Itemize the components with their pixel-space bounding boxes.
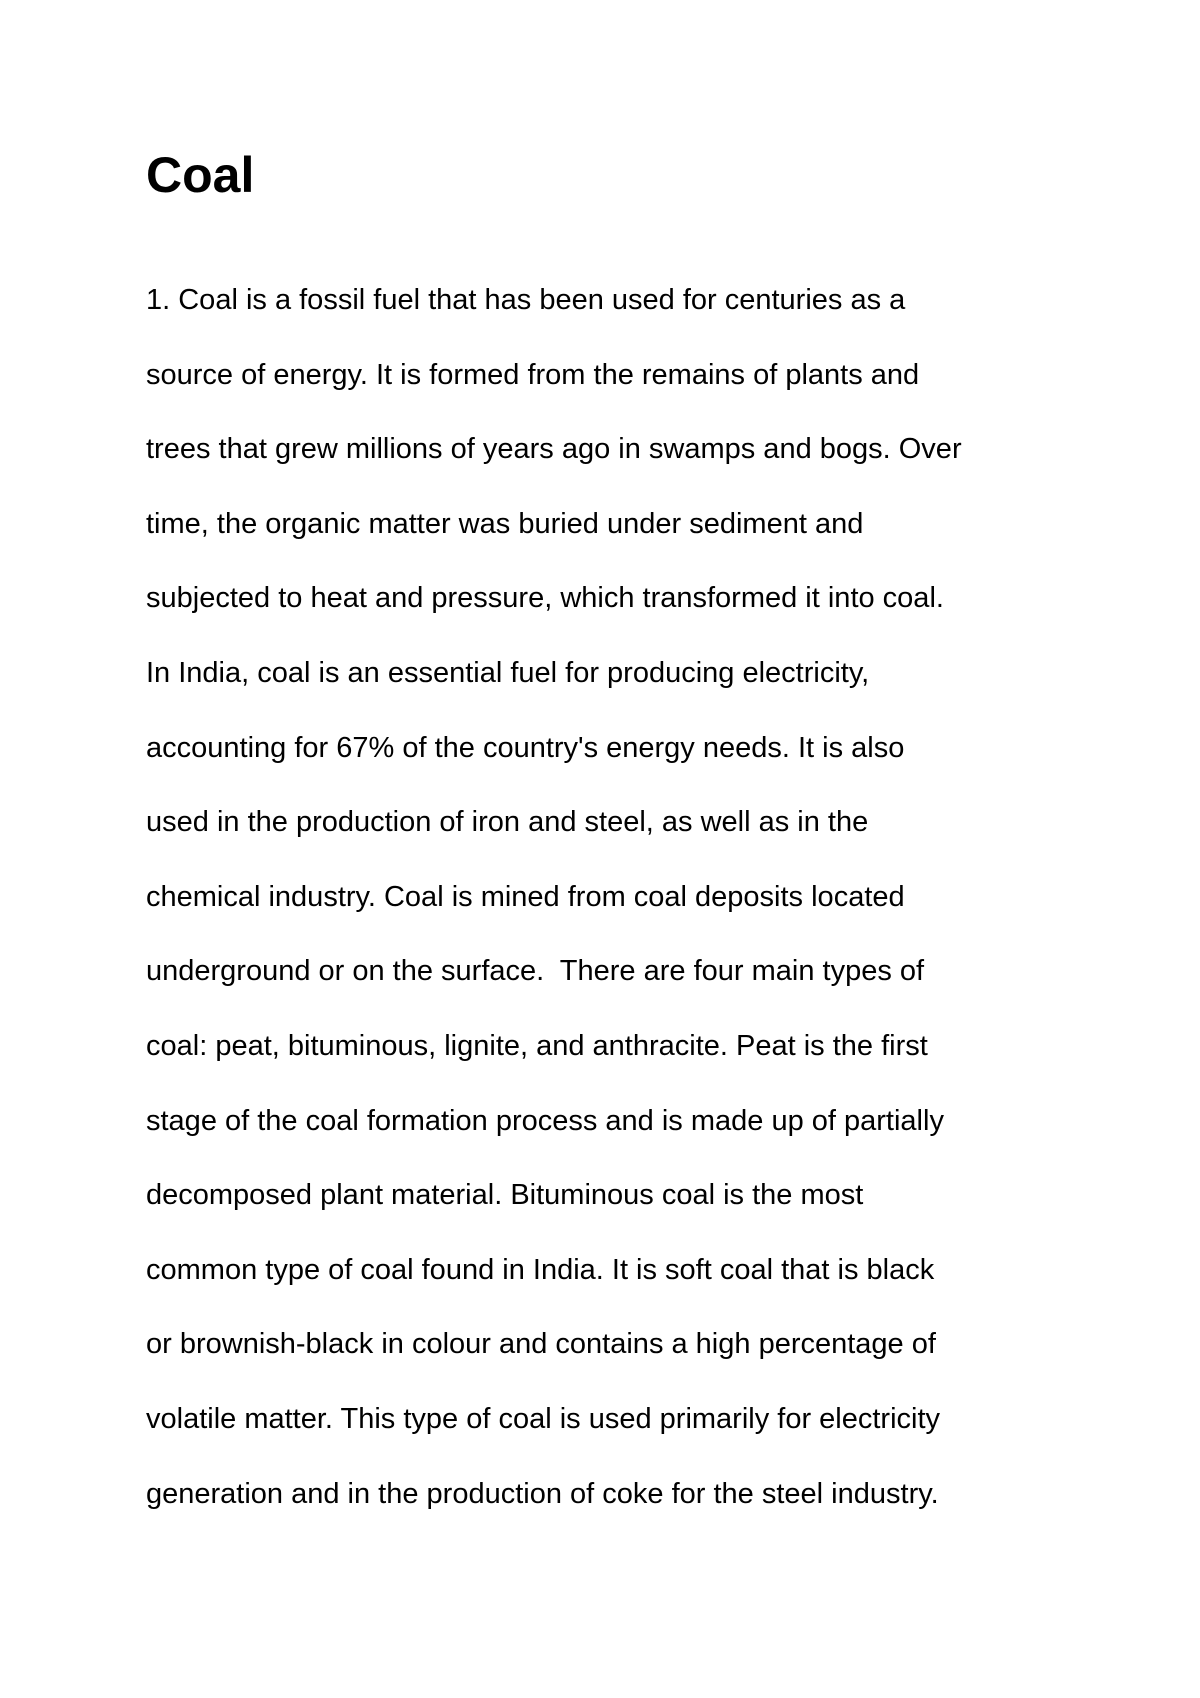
paragraph-line: source of energy. It is formed from the remains of plants and (146, 358, 920, 391)
paragraph-line: coal: peat, bituminous, lignite, and anthracite. Peat is the first (146, 1029, 928, 1062)
paragraph-line: 1. Coal is a fossil fuel that has been used for centuries as a (146, 284, 906, 316)
paragraph-line: time, the organic matter was buried under sediment and (146, 507, 864, 540)
paragraph-line: used in the production of iron and steel, as well as in the (146, 806, 869, 839)
paragraph-line: volatile matter. This type of coal is used primarily for electricity (146, 1402, 941, 1435)
paragraph-line: In India, coal is an essential fuel for producing electricity, (146, 656, 870, 689)
paragraph-line: common type of coal found in India. It is soft coal that is black (146, 1253, 935, 1286)
paragraph-line: trees that grew millions of years ago in swamps and bogs. Over (146, 433, 962, 466)
paragraph-line: underground or on the surface. There are four main types of (146, 955, 925, 988)
document-body (146, 263, 1086, 1531)
paragraph-line: or brownish-black in colour and contains a high percentage of (146, 1328, 936, 1361)
paragraph-line: decomposed plant material. Bituminous coal is the most (146, 1179, 864, 1212)
paragraph-line: generation and in the production of coke for the steel industry. (146, 1477, 939, 1510)
paragraph-line: stage of the coal formation process and is made up of partially (146, 1104, 944, 1137)
paragraph-line: subjected to heat and pressure, which transformed it into coal. (146, 582, 944, 615)
paragraph-line: chemical industry. Coal is mined from coal deposits located (146, 880, 905, 913)
paragraph-line: accounting for 67% of the country's energy needs. It is also (146, 731, 905, 764)
document-title: Coal (146, 147, 255, 203)
